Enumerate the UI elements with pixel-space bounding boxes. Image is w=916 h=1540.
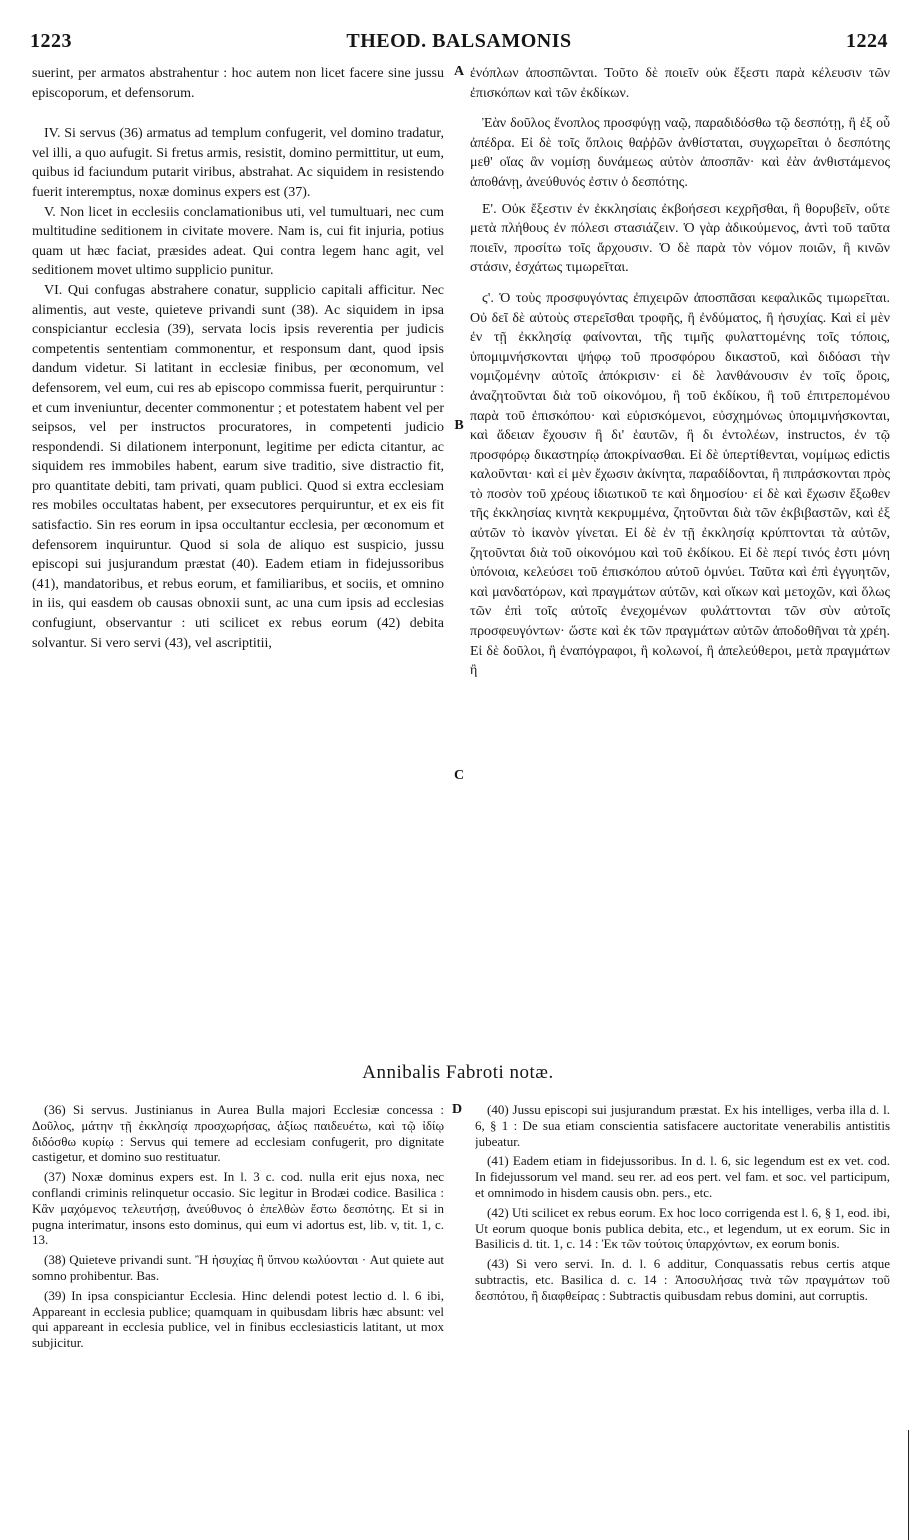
margin-mark-a: A	[453, 64, 465, 79]
notes-heading	[0, 1062, 916, 1084]
latin-column	[32, 64, 444, 653]
note-41: (41) Eadem etiam in fidejussoribus. In d. l. 6, sic legendum est ex vet. cod. In fidejussorum vel mand. seu rer. ad eos pert. vel fam. et soc. vel participum, et omnimodo in hisdem causis obn. pers., etc.	[475, 1153, 890, 1200]
margin-mark-b: B	[454, 418, 464, 433]
greek-paragraph-5: Ε'. Οὐκ ἔξεστιν ἐν ἐκκλησίαις ἐκβοήσεσι κεχρῆσθαι, ἢ θορυβεῖν, οὔτε μετὰ πλήθους ἐν πόλεσι στασιάζειν. Ὁ γὰρ ἀδικούμενος, ἀντὶ τοῦ ταῦτα ποιεῖν, προσίτω τοῖς ἄρχουσιν. Ὁ δὲ παρὰ τὸν νόμον ποιῶν, ἢ κινῶν στάσιν, ἐσχάτως τιμωρεῖται.	[470, 201, 890, 276]
margin-mark-d: D	[452, 1102, 463, 1117]
greek-intro: ἐνόπλων ἀποσπῶνται. Τοῦτο δὲ ποιεῖν οὐκ ἔξεστι παρὰ κέλευσιν τῶν ἐπισκόπων καὶ τῶν ἐκδίκων.	[470, 66, 890, 101]
page-number-left: 1223	[30, 30, 72, 52]
edge-rule	[908, 1430, 909, 1540]
running-title: THEOD. BALSAMONIS	[346, 30, 572, 52]
greek-paragraph-4: Ἐὰν δοῦλος ἔνοπλος προσφύγῃ ναῷ, παραδιδόσθω τῷ δεσπότῃ, ἢ ἐξ οὗ ἀπέδρα. Εἰ δὲ τοῖς ὅπλοις θαῤῥῶν ἀνθίσταται, συγχωρεῖται ὁ δεσπότης μεθ' οἵας ἂν νομίσῃ δυνάμεως αὐτὸν ἀποσπᾶν· καὶ ἐὰν ἀνθιστάμενος ἀποθάνῃ, ἀνεύθυνός ἐστιν ὁ δεσπότης.	[470, 116, 890, 190]
note-36: (36) Si servus. Justinianus in Aurea Bulla majori Ecclesiæ concessa : Δοῦλος, μάτην τῇ ἐκκλησίᾳ προσχωρήσας, ἀξίως παιδευέτω, καὶ τῷ ἰδίῳ διδόσθω κυρίῳ : Servus qui temere ad ecclesiam confugerit, pro dignitate castigetur, et domino suo restituatur.	[32, 1102, 444, 1165]
latin-paragraph-vi: VI. Qui confugas abstrahere conatur, supplicio capitali afficitur. Nec alimentis, aut veste, quieteve privandi sunt (38). Ac siquidem in ipsa conspiciantur ecclesia (39), servata locis ipsis reverentia per judicis competentis sententiam commonentur, et responsum dant, quod ipsis dandum videtur. Si latitant in ecclesiæ finibus, per œconomum, vel defensorem, vel eum, cui res ab episcopo commissa fuerit, perquiruntur : et cum inveniuntur, decenter commonentur ; et potestatem habent vel per seipsos, vel per instructos procuratores, in competenti judicio respondendi. Si dilationem interponunt, legitime per edicta citantur, ac siquidem res immobiles habent, earum sive traditio, sive distractio fit, pro quantitate debiti, tam privati, quam publici. Quod si extra ecclesiam res mobiles occultatas habent, per exsecutores perquiruntur, et ex eis fit satisfactio. Sin res eorum in ipsa occultantur ecclesia, per œconomum et defensorem inquiruntur. Quod si sola de aliquo est suspicio, jussu episcopi sui jusjurandum præstat (40). Eadem etiam in fidejussoribus (41), mandatoribus, et rebus eorum, et familiaribus, et sociis, et omnino in iis, qui easdem ob causas obnoxii sunt, ac una cum ipsis ad ecclesias confugiunt, observantur : uti scilicet ex rebus eorum (42) debita solvantur. Si vero servi (43), vel ascriptitii,	[32, 282, 444, 651]
note-37: (37) Noxæ dominus expers est. In l. 3 c. cod. nulla erit ejus noxa, nec conflandi criminis relinquetur occasio. Sic legitur in Brodæi codice. Basilica : Κἂν μαχόμενος τελευτήσῃ, ἀνεύθυνος ὁ ἐπελθὼν ἔστω δεσπότης. Et si in pugna interimatur, insons esto dominus, qui eum vi adortus est, lib. v, tit. 1, c. 13.	[32, 1169, 444, 1248]
notes-left-column	[32, 1102, 444, 1355]
greek-column	[470, 64, 890, 681]
latin-paragraph-iv: IV. Si servus (36) armatus ad templum confugerit, vel domino tradatur, vel illi, a quo aufugit. Si fretus armis, resistit, domino permittitur, ut eum, quibus id faciundum putarit viribus, abstrahat. Ac siquidem in resistendo fuerit interemptus, noxæ dominus expers est (37).	[32, 126, 444, 200]
note-40: (40) Jussu episcopi sui jusjurandum præstat. Ex his intelliges, verba illa d. l. 6, § 1 : De sua etiam conscientia satisfacere auctoritate venerabilis antistitis jubeatur.	[475, 1102, 890, 1149]
note-43: (43) Si vero servi. In. d. l. 6 additur, Conquassatis rebus certis atque subtractis, etc. Basilica d. c. 14 : Ἀποσυλήσας τινὰ τῶν πραγμάτων τοῦ δεσπότου, ἢ διαφθείρας : Subtractis quibusdam rebus domini, aut corruptis.	[475, 1256, 890, 1303]
greek-paragraph-6: ϛ'. Ὁ τοὺς προσφυγόντας ἐπιχειρῶν ἀποσπᾶσαι κεφαλικῶς τιμωρεῖται. Οὐ δεῖ δὲ αὐτοὺς στερεῖσθαι τροφῆς, ἢ ἐνδύματος, ἢ ἡσυχίας. Καὶ εἰ μὲν ἐν τῇ ἐκκλησίᾳ φαίνονται, τῆς τιμῆς φυλαττομένης τοῖς τόποις, ὑπομιμνήσκονται ψήφῳ τοῦ προσφόρου δικαστοῦ, καὶ διδόασι τὴν νομιζομένην αὐτοῖς ἀπόκρισιν· εἰ δὲ λανθάνουσιν ἐν τοῖς ὅροις, ἀναζητοῦνται διὰ τοῦ οἰκονόμου, ἢ τοῦ ἐκδίκου, ἢ τοῦ ἐπιτρεπομένου παρὰ τοῦ ἐπισκόπου· καὶ εὑρισκόμενοι, εὐσχημόνως ὑπομιμνήσκονται, καὶ ἄδειαν ἔχουσιν ἢ δι' ἑαυτῶν, ἢ δι ἐντολέων, instructos, ἐν τῷ προσφόρῳ δικαστηρίῳ ἀποκρίνασθαι. Εἰ δὲ ὑπερτίθενται, νομίμως edictis καλοῦνται· καὶ εἰ μὲν ἔχωσιν ἀκίνητα, παραδίδονται, ἢ πιπράσκονται πρὸς τὸ ποσὸν τοῦ χρέους ἰδιωτικοῦ τε καὶ δημοσίου· εἰ δὲ καὶ ἔχωσιν ἔξωθεν τῆς ἐκκλησίας κινητὰ κεκρυμμένα, ζητοῦνται διὰ τῶν ἐκβιβαστῶν, καὶ ἐξ αὐτῶν τὸ ἱκανὸν γίνεται. Εἰ δὲ ἐν τῇ ἐκκλησίᾳ κρύπτονται τὰ αὐτῶν, ζητοῦνται διὰ τοῦ οἰκονόμου καὶ τοῦ ἐκδίκου. Εἰ δὲ περί τινός ἐστι μόνη ὑπόνοια, κελεύσει τοῦ ἐπισκόπου αὐτοῦ ὀμνύει. Ταῦτα καὶ ἐπὶ ἐγγυητῶν, καὶ μανδατόρων, καὶ πραγμάτων αὐτῶν, καὶ οἴκων καὶ μετοχῶν, καὶ ὅλως τῶν ἐπὶ τοῖς αὐτοῖς ἐνεχομένων φυλάττονται τῶν σὺν αὐτοῖς προσφευγόντων· ὥστε καὶ ἐκ τῶν πραγμάτων αὐτῶν ἀποδοθῆναι τὰ χρέη. Εἰ δὲ δοῦλοι, ἢ ἐναπόγραφοι, ἢ κολωνοί, ἢ ἀπελεύθεροι, μετὰ πραγμάτων ἢ	[470, 290, 890, 679]
page-number-right: 1224	[846, 30, 888, 52]
note-38: (38) Quieteve privandi sunt. Ἢ ἡσυχίας ἢ ὕπνου κωλύονται · Aut quiete aut somno prohibentur. Bas.	[32, 1252, 444, 1283]
notes-heading-text: Annibalis Fabroti notæ.	[362, 1062, 554, 1083]
latin-intro: suerint, per armatos abstrahentur : hoc autem non licet facere sine jussu episcoporum, et defensorum.	[32, 66, 444, 101]
page-header	[30, 30, 888, 58]
latin-paragraph-v: V. Non licet in ecclesiis conclamationibus uti, vel tumultuari, nec cum multitudine seditionem in civitate movere. Nam is, cui fit injuria, potius quam ut hæc faciat, præsides adeat. Qui contra legem hanc agit, vel seditionem movet ultimo supplicio punitur.	[32, 204, 444, 279]
notes-right-column	[475, 1102, 890, 1308]
margin-mark-c: C	[453, 768, 465, 783]
note-42: (42) Uti scilicet ex rebus eorum. Ex hoc loco corrigenda est l. 6, § 1, eod. ibi, Ut eorum quoque bonis publica debita, etc., et legendum, ut ex eorum. Sic in Basilicis d. tit. 1, c. 14 : Ἐκ τῶν τούτοις ὑπαρχόντων, ex eorum bonis.	[475, 1204, 890, 1252]
note-39: (39) In ipsa conspiciantur Ecclesia. Hinc delendi potest lectio d. l. 6 ibi, Appareant in ecclesia publice; quamquam in quibusdam libris hæc absunt: vel qui appareant in ecclesia publice, vel in finibus ecclesiasticis latitant, ut mox subjicitur.	[32, 1287, 444, 1351]
